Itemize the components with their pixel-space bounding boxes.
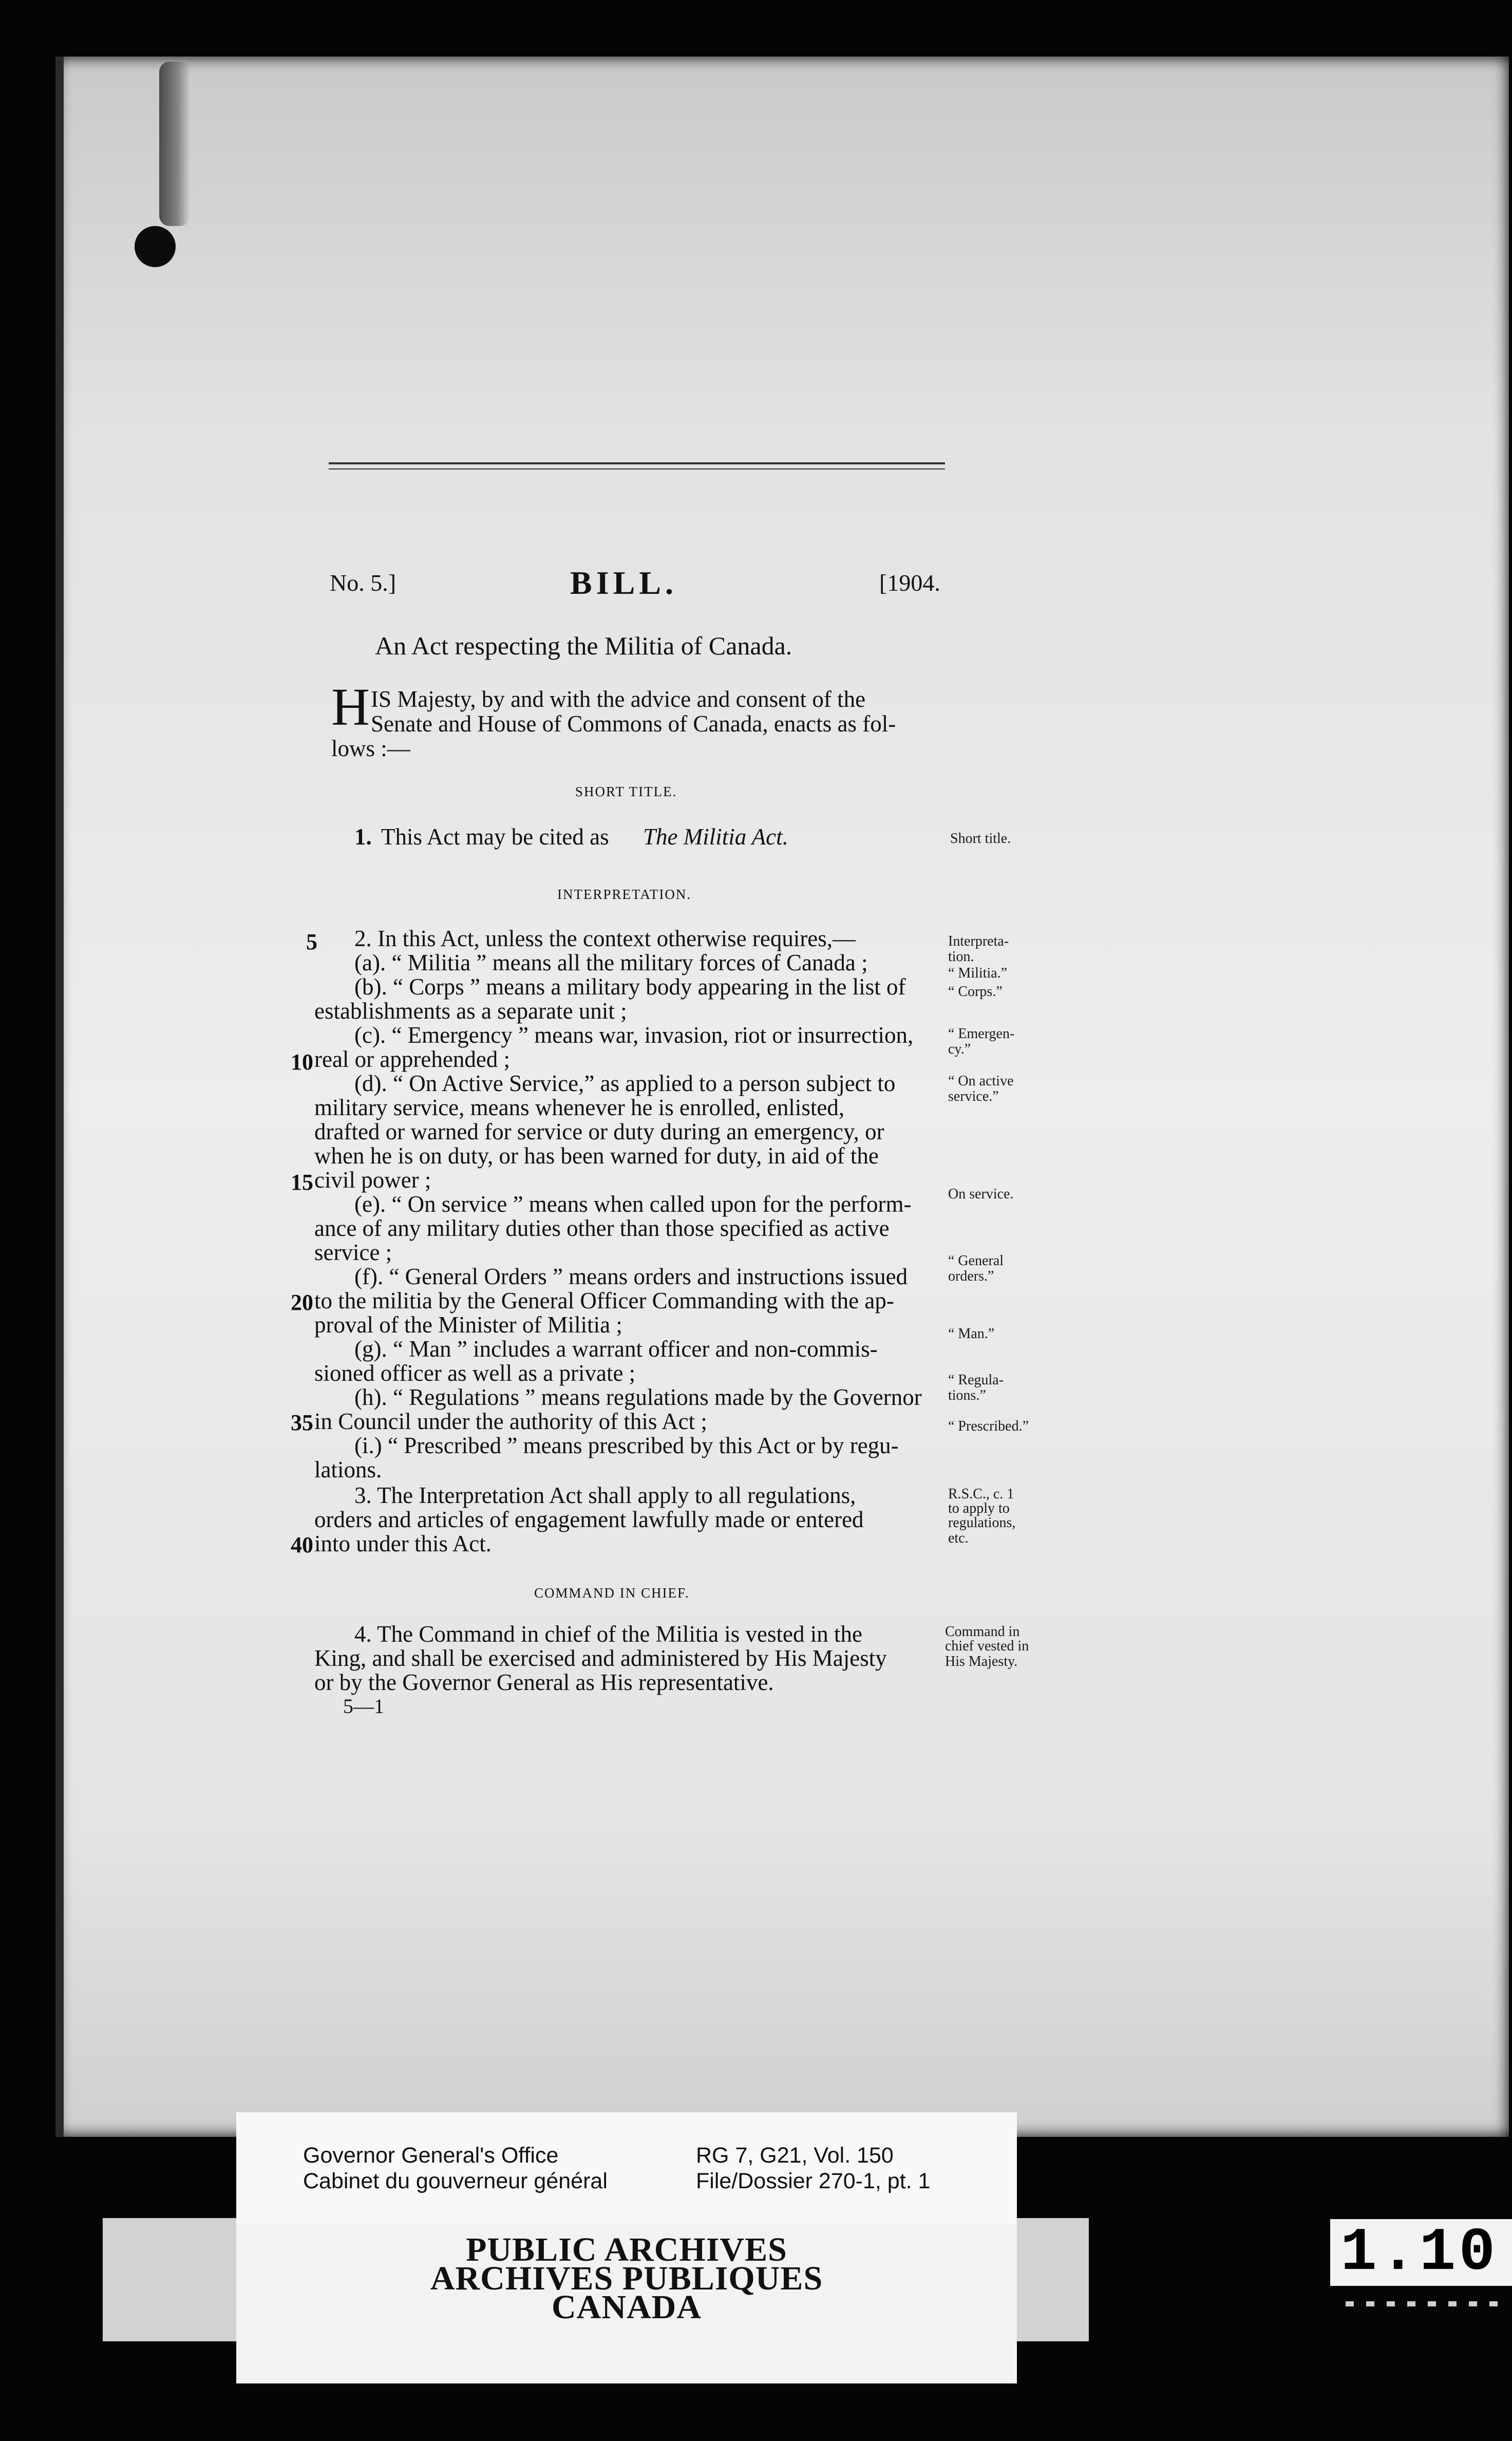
interp-line: sioned officer as well as a private ; [314,1360,636,1386]
punch-hole [135,226,176,267]
interp-line: (e). “ On service ” means when called upon for the perform- [354,1191,912,1217]
section-4-line: or by the Governor General as His representative. [314,1669,774,1695]
line-number: 10 [291,1049,313,1075]
interp-line: (g). “ Man ” includes a warrant officer and non-commis- [354,1336,878,1362]
interp-line: 2. In this Act, unless the context otherwise requires,— [354,926,856,951]
interpretation-heading: INTERPRETATION. [557,887,692,902]
bill-title: BILL. [570,565,677,601]
margin-note: to apply to [948,1500,1010,1516]
margin-note: On service. [948,1186,1014,1202]
margin-note: etc. [948,1530,969,1546]
interp-line: service ; [314,1240,392,1265]
section-3-line: orders and articles of engagement lawfully made or entered [314,1507,864,1532]
interp-line: proval of the Minister of Militia ; [314,1312,622,1338]
bill-year: [1904. [879,570,940,596]
bill-number: No. 5.] [330,570,396,596]
margin-note: “ Corps.” [948,984,1003,1000]
interp-line: establishments as a separate unit ; [314,998,627,1024]
margin-note: chief vested in [945,1638,1029,1654]
interp-line: in Council under the authority of this Act ; [314,1409,707,1434]
interp-line: to the militia by the General Officer Commanding with the ap- [314,1288,894,1313]
margin-note: “ Prescribed.” [948,1418,1029,1434]
margin-note: “ Man.” [948,1326,995,1342]
margin-note: “ General [948,1253,1004,1269]
line-number: 35 [291,1410,313,1435]
margin-note: “ Militia.” [948,965,1008,981]
stain-mark [159,62,190,226]
margin-note: service.” [948,1088,999,1104]
line-number: 15 [291,1170,313,1195]
perforation [1407,2301,1415,2306]
margin-note: tion. [948,949,974,965]
perforation [1428,2301,1436,2306]
perforation [1469,2301,1477,2306]
interp-line: ance of any military duties other than those specified as active [314,1215,890,1241]
signature-mark: 5—1 [343,1695,384,1718]
section-1-number: 1. [354,824,372,850]
section-1-text: This Act may be cited as [381,824,609,850]
interp-line: (f). “ General Orders ” means orders and instructions issued [354,1264,908,1289]
header-rule-bottom [329,468,945,470]
interp-line: military service, means whenever he is enrolled, enlisted, [314,1095,845,1120]
stamp-line-1: PUBLIC ARCHIVES [466,2231,787,2268]
interp-line: (d). “ On Active Service,” as applied to a person subject to [354,1071,896,1096]
stamp-line-3: CANADA [552,2288,702,2326]
header-rule-top [329,462,945,464]
section-4-line: King, and shall be exercised and administered by His Majesty [314,1645,887,1671]
perforation [1366,2301,1374,2306]
office-french: Cabinet du gouverneur général [303,2169,608,2193]
interp-line: (c). “ Emergency ” means war, invasion, riot or insurrection, [354,1022,914,1048]
drop-cap: H [331,678,370,737]
margin-note: regulations, [948,1515,1016,1531]
interp-line: (a). “ Militia ” means all the military forces of Canada ; [354,950,868,975]
section-3-line: 3. The Interpretation Act shall apply to all regulations, [354,1482,856,1508]
short-title-heading: SHORT TITLE. [575,784,677,799]
margin-note: orders.” [948,1268,994,1284]
perforation [1346,2301,1354,2306]
frame-number: 1.10 [1340,2219,1499,2287]
margin-note: R.S.C., c. 1 [948,1486,1014,1502]
enacting-line-3: lows :— [331,736,410,761]
interp-line: real or apprehended ; [314,1046,511,1072]
record-group: RG 7, G21, Vol. 150 [696,2143,894,2168]
line-number: 5 [306,929,317,954]
margin-note: “ Regula- [948,1372,1004,1388]
section-3-line: into under this Act. [314,1531,492,1556]
perforation [1448,2301,1457,2306]
interp-line: drafted or warned for service or duty during an emergency, or [314,1119,884,1144]
line-number: 20 [291,1290,313,1315]
interp-line: (b). “ Corps ” means a military body appearing in the list of [354,974,906,1000]
margin-note: “ On active [948,1073,1014,1089]
section-1-act-name: The Militia Act. [643,824,788,850]
interp-line: (i.) “ Prescribed ” means prescribed by this Act or by regu- [354,1433,899,1458]
perforation [1489,2301,1498,2306]
perforation [1387,2301,1395,2306]
command-heading: COMMAND IN CHIEF. [534,1585,690,1601]
interp-line: when he is on duty, or has been warned for duty, in aid of the [314,1143,879,1169]
margin-note: His Majesty. [945,1654,1018,1669]
interp-line: (h). “ Regulations ” means regulations made by the Governor [354,1384,922,1410]
margin-note: cy.” [948,1041,971,1057]
enacting-line-1: IS Majesty, by and with the advice and consent of the [371,686,866,712]
act-title: An Act respecting the Militia of Canada. [375,631,792,660]
office-english: Governor General's Office [303,2143,559,2168]
margin-note: Command in [945,1624,1020,1640]
section-4-line: 4. The Command in chief of the Militia is vested in the [354,1621,862,1647]
stamp-line-2: ARCHIVES PUBLIQUES [430,2260,823,2297]
file-reference: File/Dossier 270-1, pt. 1 [696,2169,931,2193]
margin-note: “ Emergen- [948,1026,1015,1042]
interp-line: lations. [314,1457,382,1482]
line-number: 40 [291,1532,313,1557]
margin-note: Interpreta- [948,933,1009,949]
interp-line: civil power ; [314,1167,431,1193]
margin-note: tions.” [948,1387,986,1403]
enacting-line-2: Senate and House of Commons of Canada, enacts as fol- [371,711,896,737]
margin-short-title: Short title. [950,831,1011,847]
